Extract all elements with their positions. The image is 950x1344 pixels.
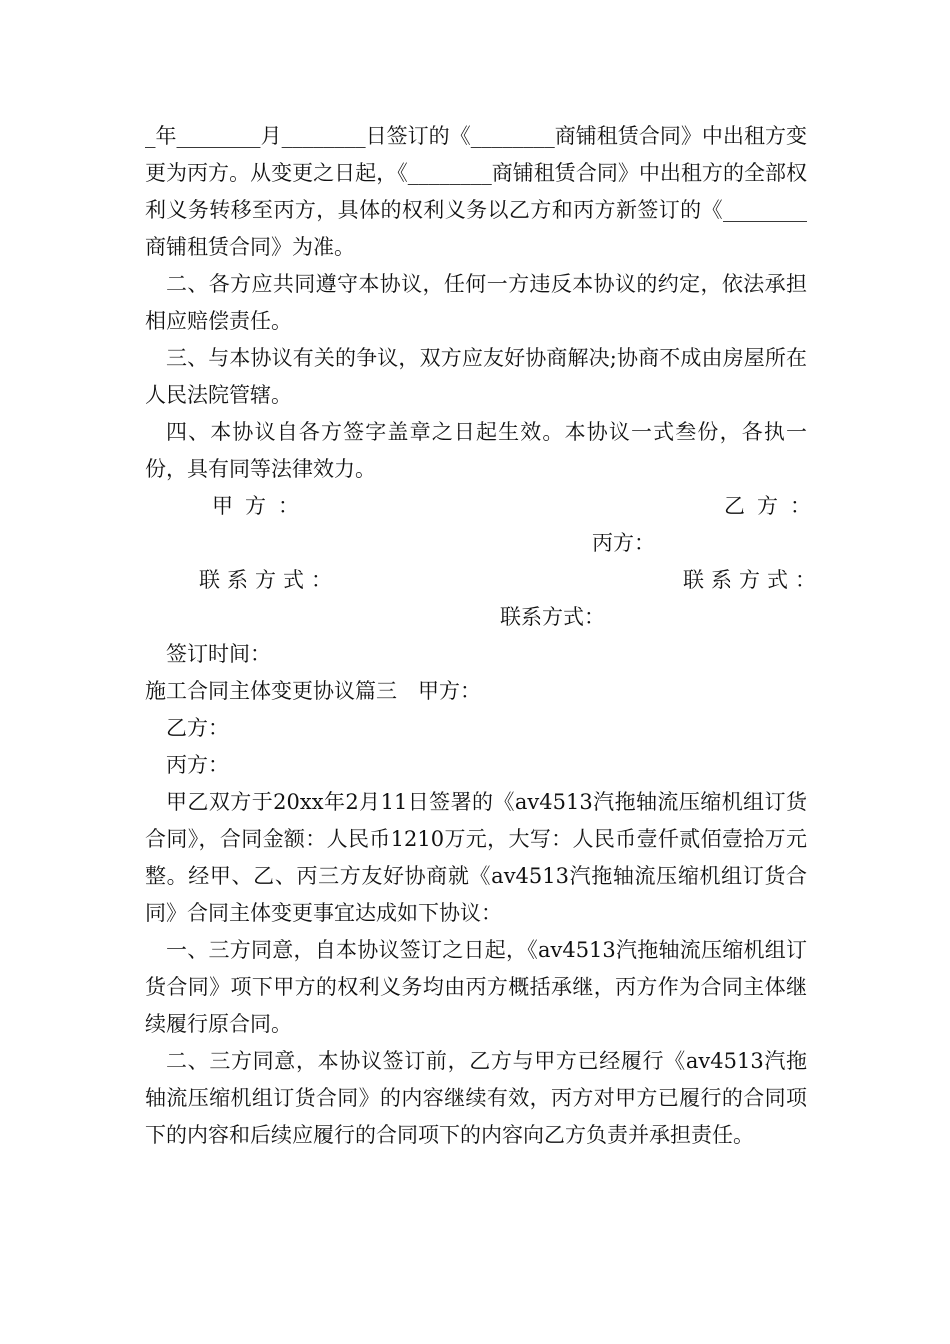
- paragraph-clause-4: 四、本协议自各方签字盖章之日起生效。本协议一式叁份，各执一份，具有同等法律效力。: [145, 420, 807, 481]
- party-b-contact-label: 联系方式：: [683, 568, 823, 592]
- party-c-contact-label: 联系方式：: [500, 605, 605, 629]
- document-body: [145, 118, 823, 1154]
- party-b-label: 乙方：: [724, 494, 823, 518]
- paragraph-clause-2: 二、各方应共同遵守本协议，任何一方违反本协议的约定，依法承担相应赔偿责任。: [145, 272, 807, 333]
- party-a-contact-label: 联系方式：: [199, 568, 339, 592]
- signature-row-party-c: [145, 525, 807, 562]
- sign-time-label: 签订时间：: [166, 642, 271, 666]
- party-c-line: 丙方：: [166, 753, 229, 777]
- party-a-label: 甲方：: [212, 494, 311, 518]
- paragraph-agreement-2: 二、三方同意，本协议签订前，乙方与甲方已经履行《av4513汽拖轴流压缩机组订货合同》的内容继续有效，丙方对甲方已履行的合同项下的内容和后续应履行的合同项下的内容向乙方负责并承担责任。: [145, 1049, 807, 1147]
- party-b-line: 乙方：: [166, 716, 229, 740]
- paragraph-contract-intro: 甲乙双方于20xx年2月11日签署的《av4513汽拖轴流压缩机组订货合同》，合同金额：人民币1210万元，大写：人民币壹仟贰佰壹拾万元整。经甲、乙、丙三方友好协商就《av4513汽拖轴流压缩机组订货合同》合同主体变更事宜达成如下协议：: [145, 790, 807, 925]
- paragraph-clause-3: 三、与本协议有关的争议，双方应友好协商解决;协商不成由房屋所在人民法院管辖。: [145, 346, 807, 407]
- signature-row-parties: [145, 488, 823, 525]
- section-heading: 施工合同主体变更协议篇三 甲方：: [145, 679, 481, 703]
- paragraph-agreement-1: 一、三方同意，自本协议签订之日起，《av4513汽拖轴流压缩机组订货合同》项下甲方的权利义务均由丙方概括承继，丙方作为合同主体继续履行原合同。: [145, 938, 807, 1036]
- party-c-label: 丙方：: [592, 531, 655, 555]
- paragraph-lease-change: _年________月________日签订的《________商铺租赁合同》中出租方变更为丙方。从变更之日起，《________商铺租赁合同》中出租方的全部权利义务转移至丙方，具体的权利义务以乙方和丙方新签订的《________商铺租赁合同》为准。: [145, 124, 807, 259]
- signature-row-contacts: [145, 562, 823, 599]
- signature-row-contact-c: [145, 599, 807, 636]
